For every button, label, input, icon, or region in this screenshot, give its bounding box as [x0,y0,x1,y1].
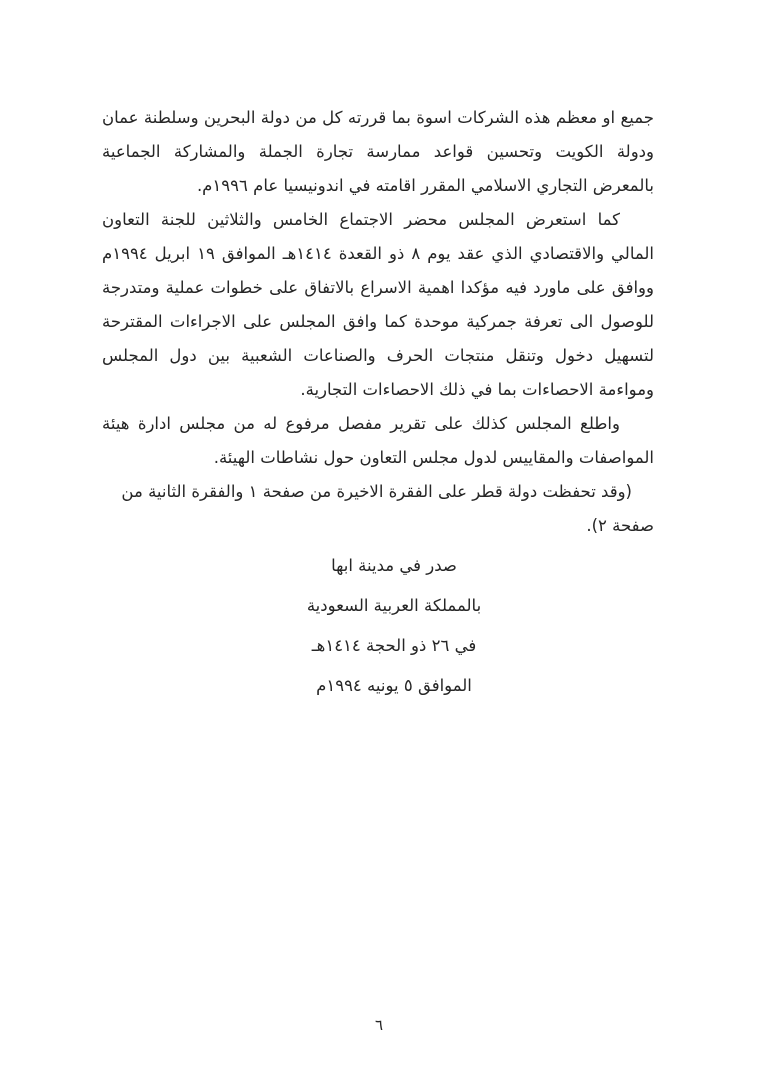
signature-gregorian-date-line: الموافق ٥ يونيه ١٩٩٤م [316,676,472,695]
signature-place-line: صدر في مدينة ابها [331,556,457,575]
signature-hijri-date-line: في ٢٦ ذو الحجة ١٤١٤هـ [311,636,477,655]
signature-block [244,546,544,706]
paragraph-council-review: كما استعرض المجلس محضر الاجتماع الخامس والثلاثين للجنة التعاون المالي والاقتصادي الذي عقد يوم ٨ ذو القعدة ١٤١٤هـ الموافق ١٩ ابريل ١٩٩٤م ووافق على ماورد فيه مؤكدا اهمية الاسراع بالاتفاق على خطوات عملية ومتدرجة للوصول الى تعرفة جمركية موحدة كما وافق المجلس على الاجراءات المقترحة لتسهيل دخول وتنقل منتجات الحرف والصناعات الشعبية بين دول المجلس ومواءمة الاحصاءات بما في ذلك الاحصاءات التجارية. [102,210,655,399]
paragraph-standards-report: واطلع المجلس كذلك على تقرير مفصل مرفوع له من مجلس ادارة هيئة المواصفات والمقاييس لدول مجلس التعاون حول نشاطات الهيئة. [102,414,654,467]
reservation-note: (وقد تحفظت دولة قطر على الفقرة الاخيرة من صفحة ١ والفقرة الثانية من صفحة ٢). [121,482,654,535]
page-number: ٦ [374,1016,384,1034]
paragraph-continuation: جميع او معظم هذه الشركات اسوة بما قررته كل من دولة البحرين وسلطنة عمان ودولة الكويت وتحسين قواعد ممارسة تجارة الجملة والمشاركة الجماعية بالمعرض التجاري الاسلامي المقرر اقامته في اندونيسيا عام ١٩٩٦م. [102,108,654,195]
signature-country-line: بالمملكة العربية السعودية [306,596,482,615]
document-body [102,101,654,706]
